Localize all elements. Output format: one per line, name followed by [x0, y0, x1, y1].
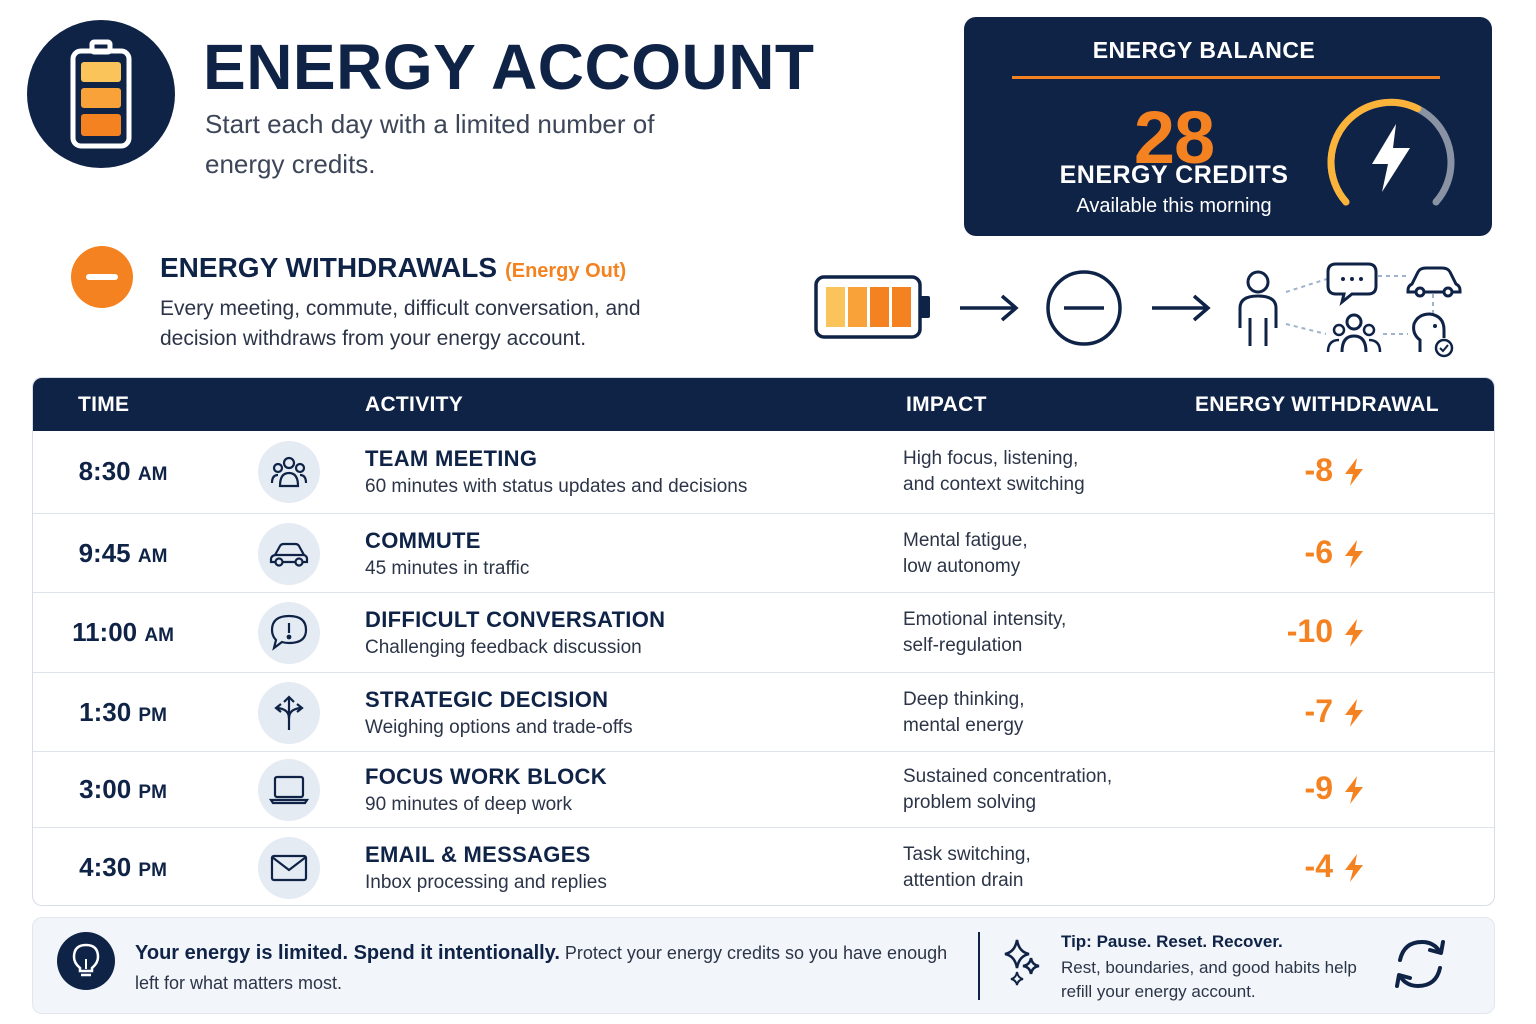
activity-description: 45 minutes in traffic	[365, 557, 530, 579]
row-time-ampm: PM	[138, 782, 167, 803]
table-row	[33, 751, 1494, 827]
header-impact: IMPACT	[906, 393, 987, 416]
impact-line-2: attention drain	[903, 869, 1024, 891]
lightning-icon	[1341, 457, 1367, 487]
head-check-icon	[1414, 314, 1452, 356]
withdrawal-value: -8	[1304, 452, 1333, 488]
impact-line-1: Task switching,	[903, 843, 1031, 865]
activity-description: Weighing options and trade-offs	[365, 716, 633, 738]
lightbulb-icon	[57, 932, 115, 990]
table-header	[33, 378, 1494, 431]
laptop-icon	[258, 759, 320, 821]
withdrawal-value: -4	[1304, 847, 1333, 884]
section-tag: (Energy Out)	[505, 260, 627, 282]
battery-icon	[816, 277, 930, 337]
withdrawal-value: -7	[1304, 692, 1333, 729]
page-title: ENERGY ACCOUNT	[203, 31, 815, 103]
impact-text	[903, 764, 1183, 816]
energy-flow-diagram	[808, 262, 1468, 362]
impact-text	[903, 842, 1183, 894]
impact-line-1: Emotional intensity,	[903, 609, 1067, 630]
activity-description: 60 minutes with status updates and decisions	[365, 476, 748, 497]
table-row	[33, 672, 1494, 751]
activity-description: Inbox processing and replies	[365, 871, 607, 893]
refresh-icon	[1390, 934, 1450, 994]
header-activity: ACTIVITY	[365, 393, 464, 416]
footer-message-body: Protect your energy credits so you have enough left for what matters most.	[135, 943, 948, 993]
row-time-value: 3:00	[79, 774, 132, 804]
row-time-value: 1:30	[79, 696, 132, 727]
footer-divider	[978, 932, 980, 1000]
impact-line-2: and context switching	[903, 474, 1085, 495]
lightning-icon	[1341, 539, 1367, 569]
person-icon	[1240, 272, 1276, 346]
activity-description: 90 minutes of deep work	[365, 794, 573, 815]
impact-line-2: low autonomy	[903, 555, 1021, 577]
lightning-icon	[1341, 618, 1367, 648]
envelope-icon	[258, 837, 320, 899]
impact-line-1: Sustained concentration,	[903, 766, 1113, 787]
car-icon	[1408, 268, 1460, 296]
lightning-icon	[1372, 124, 1410, 192]
row-time	[33, 538, 213, 569]
impact-line-2: mental energy	[903, 714, 1024, 736]
footer-banner	[32, 917, 1495, 1014]
activity-title: FOCUS WORK BLOCK	[365, 764, 607, 789]
arrow-right-icon	[1152, 296, 1208, 320]
lightning-icon	[1341, 775, 1367, 805]
row-time-ampm: PM	[138, 859, 167, 881]
section-description: Every meeting, commute, difficult conversation, and decision withdraws from your energy account.	[160, 297, 641, 350]
battery-icon	[27, 20, 175, 168]
table-row	[33, 827, 1494, 906]
tip-title: Tip: Pause. Reset. Recover.	[1061, 932, 1283, 951]
withdrawals-table	[32, 377, 1495, 906]
row-time-ampm: AM	[137, 464, 168, 485]
table-row	[33, 431, 1494, 513]
impact-line-1: Deep thinking,	[903, 688, 1025, 710]
balance-note: Available this morning	[1076, 195, 1272, 217]
split-arrows-icon	[258, 682, 320, 744]
minus-circle-icon	[1048, 272, 1120, 344]
balance-title: ENERGY BALANCE	[1092, 37, 1316, 63]
row-time	[33, 774, 213, 805]
energy-balance-card	[964, 17, 1492, 236]
row-time	[33, 617, 213, 648]
row-time	[33, 697, 213, 728]
lightning-icon	[1341, 698, 1367, 728]
row-time-ampm: AM	[144, 625, 174, 646]
energy-gauge	[1326, 92, 1456, 222]
arrow-right-icon	[960, 296, 1016, 320]
activity-title: DIFFICULT CONVERSATION	[365, 607, 666, 632]
activity-description: Challenging feedback discussion	[365, 637, 642, 658]
impact-line-2: problem solving	[903, 792, 1037, 813]
row-time-ampm: PM	[138, 704, 167, 726]
section-title-text: ENERGY WITHDRAWALS	[160, 252, 498, 283]
row-time	[33, 456, 213, 487]
section-title	[160, 252, 626, 284]
tip-text: Rest, boundaries, and good habits help refill your energy account.	[1061, 958, 1357, 1001]
withdrawal-value: -10	[1286, 613, 1333, 649]
alert-chat-icon	[258, 602, 320, 664]
footer-message-strong: Your energy is limited. Spend it intentionally.	[135, 942, 560, 964]
car-icon	[258, 523, 320, 585]
activity-title: EMAIL & MESSAGES	[365, 841, 591, 867]
lightning-icon	[1341, 853, 1367, 883]
team-icon	[258, 441, 320, 503]
minus-icon	[71, 246, 133, 308]
header-time: TIME	[78, 393, 130, 416]
activity-title: STRATEGIC DECISION	[365, 686, 609, 712]
impact-line-1: Mental fatigue,	[903, 529, 1028, 551]
footer-message	[135, 938, 955, 998]
row-time-value: 8:30	[78, 456, 131, 486]
impact-text	[903, 687, 1183, 739]
header-withdrawal: ENERGY WITHDRAWAL	[1195, 393, 1439, 416]
impact-line-1: High focus, listening,	[903, 448, 1079, 469]
impact-line-2: self-regulation	[903, 635, 1023, 656]
chat-icon	[1328, 264, 1376, 302]
table-row	[33, 592, 1494, 672]
balance-value: 28	[1133, 96, 1215, 179]
sparkle-icon	[1003, 938, 1043, 986]
row-time-value: 9:45	[78, 537, 131, 568]
activity-title: COMMUTE	[365, 527, 481, 553]
table-row	[33, 513, 1494, 592]
withdrawal-value: -6	[1304, 533, 1333, 570]
impact-text	[903, 528, 1183, 580]
row-time	[33, 852, 213, 883]
withdrawal-value: -9	[1304, 770, 1333, 806]
row-time-ampm: AM	[137, 545, 168, 567]
impact-text	[903, 446, 1183, 498]
page-subtitle: Start each day with a limited number of energy credits.	[205, 109, 655, 179]
row-time-value: 11:00	[72, 617, 138, 647]
activity-title: TEAM MEETING	[365, 446, 538, 471]
balance-unit: ENERGY CREDITS	[1059, 161, 1289, 189]
balance-divider	[1012, 76, 1440, 79]
team-icon	[1328, 315, 1380, 352]
impact-text	[903, 607, 1183, 659]
row-time-value: 4:30	[79, 851, 132, 882]
